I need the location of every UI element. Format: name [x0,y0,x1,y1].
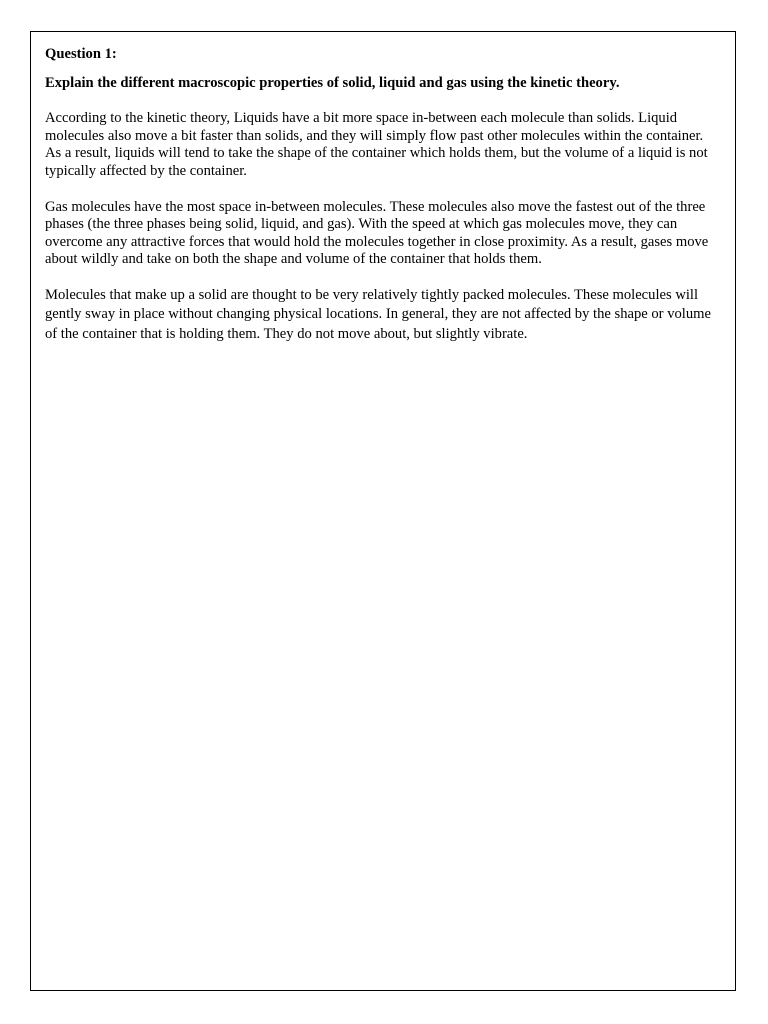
answer-paragraph-liquids: According to the kinetic theory, Liquids have a bit more space in-between each molecule than solids. Liquid molecules also move a bit faster than solids, and they will simply flow past other molecules within the container. As a result, liquids will tend to take the shape of the container which holds them, but the volume of a liquid is not typically affected by the container. [45,110,708,179]
document-content [45,46,721,362]
page-frame [30,31,736,991]
question-label: Question 1: [45,46,117,62]
question-text: Explain the different macroscopic properties of solid, liquid and gas using the kinetic theory. [45,74,620,91]
answer-paragraph-solids: Molecules that make up a solid are thought to be very relatively tightly packed molecules. These molecules will gently sway in place without changing physical locations. In general, they are not affected by the shape or volume of the container that is holding them. They do not move about, but slightly vibrate. [45,286,711,342]
answer-paragraph-gases: Gas molecules have the most space in-between molecules. These molecules also move the fastest out of the three phases (the three phases being solid, liquid, and gas). With the speed at which gas molecules move, they can overcome any attractive forces that would hold the molecules together in close proximity. As a result, gases move about wildly and take on both the shape and volume of the container that holds them. [45,198,709,268]
